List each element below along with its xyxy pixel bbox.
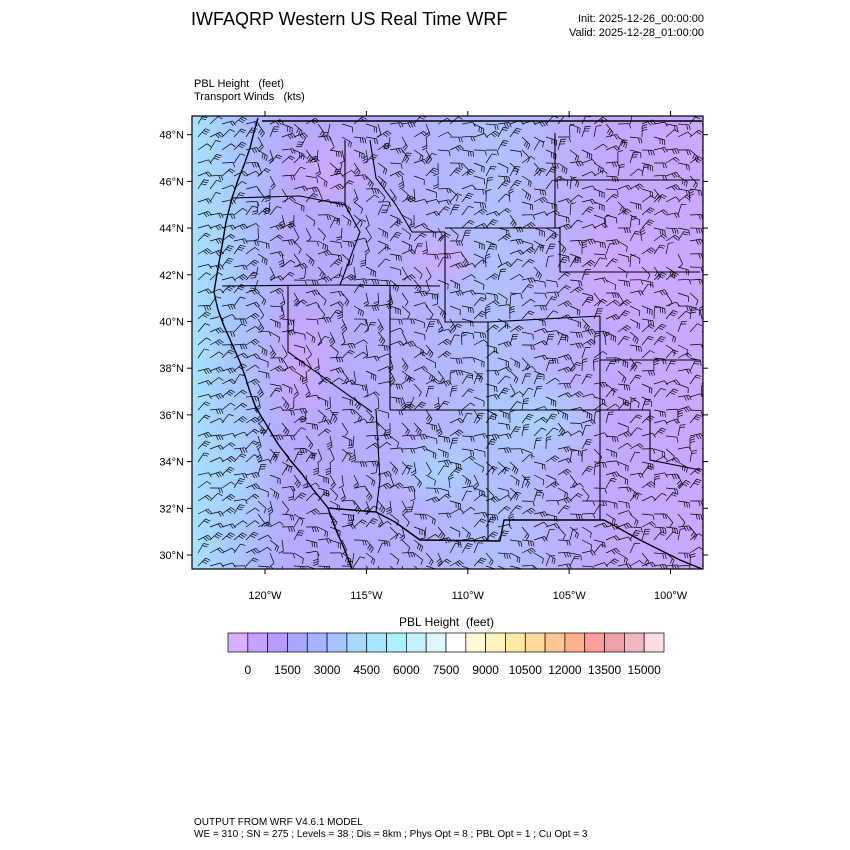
lat-label: 30°N xyxy=(159,549,184,562)
colorbar-swatch xyxy=(644,633,664,652)
colorbar-swatch xyxy=(525,633,545,652)
lat-label: 40°N xyxy=(159,316,184,329)
wind-barb xyxy=(702,514,713,522)
wind-barb xyxy=(702,170,715,176)
colorbar-label: 3000 xyxy=(313,663,341,677)
lat-label: 46°N xyxy=(159,176,184,189)
wind-barb xyxy=(702,323,714,332)
wind-barb xyxy=(702,222,715,228)
footer-model: OUTPUT FROM WRF V4.6.1 MODEL xyxy=(194,817,363,828)
colorbar-swatch xyxy=(426,633,446,652)
lon-label: 120°W xyxy=(248,590,282,602)
init-time: Init: 2025-12-26_00:00:00 xyxy=(578,13,704,25)
colorbar-swatch xyxy=(505,633,525,652)
colorbar-swatch xyxy=(248,633,268,652)
page-title: IWFAQRP Western US Real Time WRF xyxy=(191,9,508,29)
lat-label: 38°N xyxy=(159,363,184,376)
colorbar-swatch xyxy=(585,633,605,652)
colorbar-swatch xyxy=(486,633,506,652)
colorbar-title: PBL Height (feet) xyxy=(399,615,494,629)
colorbar-label: 0 xyxy=(244,663,252,677)
footer-settings: WE = 310 ; SN = 275 ; Levels = 38 ; Dis = 8km ; Phys Opt = 8 ; PBL Opt = 1 ; Cu Opt = 3 xyxy=(194,829,588,840)
wind-barb xyxy=(702,357,715,362)
colorbar-label: 7500 xyxy=(432,663,460,677)
colorbar-swatch xyxy=(446,633,466,652)
wind-barb xyxy=(702,536,716,541)
colorbar-swatch xyxy=(624,633,644,652)
field-label: PBL Height (feet) xyxy=(194,78,285,90)
colorbar-label: 6000 xyxy=(393,663,420,677)
lon-label: 100°W xyxy=(653,590,688,602)
wind-barb xyxy=(702,520,715,527)
colorbar-swatch xyxy=(327,633,347,652)
colorbar-swatch xyxy=(268,633,288,652)
wind-barb xyxy=(702,468,715,476)
wind-barb xyxy=(702,258,714,267)
wind-barb xyxy=(702,137,714,144)
wind-label: Transport Winds (kts) xyxy=(194,91,305,103)
colorbar xyxy=(228,633,664,677)
wind-barb xyxy=(702,124,715,129)
colorbar-swatch xyxy=(605,633,625,652)
lat-label: 42°N xyxy=(159,269,184,282)
colorbar-swatch xyxy=(307,633,327,652)
colorbar-swatch xyxy=(228,633,248,652)
colorbar-swatch xyxy=(387,633,407,652)
wind-barb xyxy=(702,375,713,384)
wind-barb xyxy=(702,562,716,566)
wind-barb xyxy=(702,417,715,423)
colorbar-label: 15000 xyxy=(627,663,661,677)
lat-label: 36°N xyxy=(159,409,184,422)
lon-label: 110°W xyxy=(451,590,484,602)
colorbar-swatch xyxy=(545,633,565,652)
colorbar-label: 9000 xyxy=(472,663,499,677)
colorbar-label: 1500 xyxy=(274,663,301,677)
wind-barb xyxy=(702,306,715,311)
colorbar-swatch xyxy=(347,633,367,652)
colorbar-label: 4500 xyxy=(353,663,381,677)
lon-label: 105°W xyxy=(552,590,586,602)
colorbar-swatch xyxy=(287,633,307,652)
lat-label: 34°N xyxy=(159,456,184,469)
wind-barb xyxy=(702,163,715,168)
colorbar-swatch xyxy=(565,633,585,652)
colorbar-swatch xyxy=(466,633,486,652)
lon-label: 115°W xyxy=(350,590,383,602)
colorbar-swatch xyxy=(406,633,426,652)
wind-barb xyxy=(702,428,714,436)
wind-barb xyxy=(702,553,713,561)
lat-label: 44°N xyxy=(159,223,184,236)
wind-barb xyxy=(702,202,714,208)
wind-barb xyxy=(702,407,716,412)
lat-label: 48°N xyxy=(159,129,184,142)
colorbar-label: 13500 xyxy=(587,663,622,677)
colorbar-label: 10500 xyxy=(508,663,542,677)
wind-barb xyxy=(702,187,715,193)
wind-barb xyxy=(702,235,715,241)
colorbar-label: 12000 xyxy=(548,663,582,677)
valid-time: Valid: 2025-12-28_01:00:00 xyxy=(569,27,704,39)
colorbar-swatch xyxy=(367,633,387,652)
lat-label: 32°N xyxy=(159,503,184,516)
wind-barb xyxy=(702,248,715,254)
